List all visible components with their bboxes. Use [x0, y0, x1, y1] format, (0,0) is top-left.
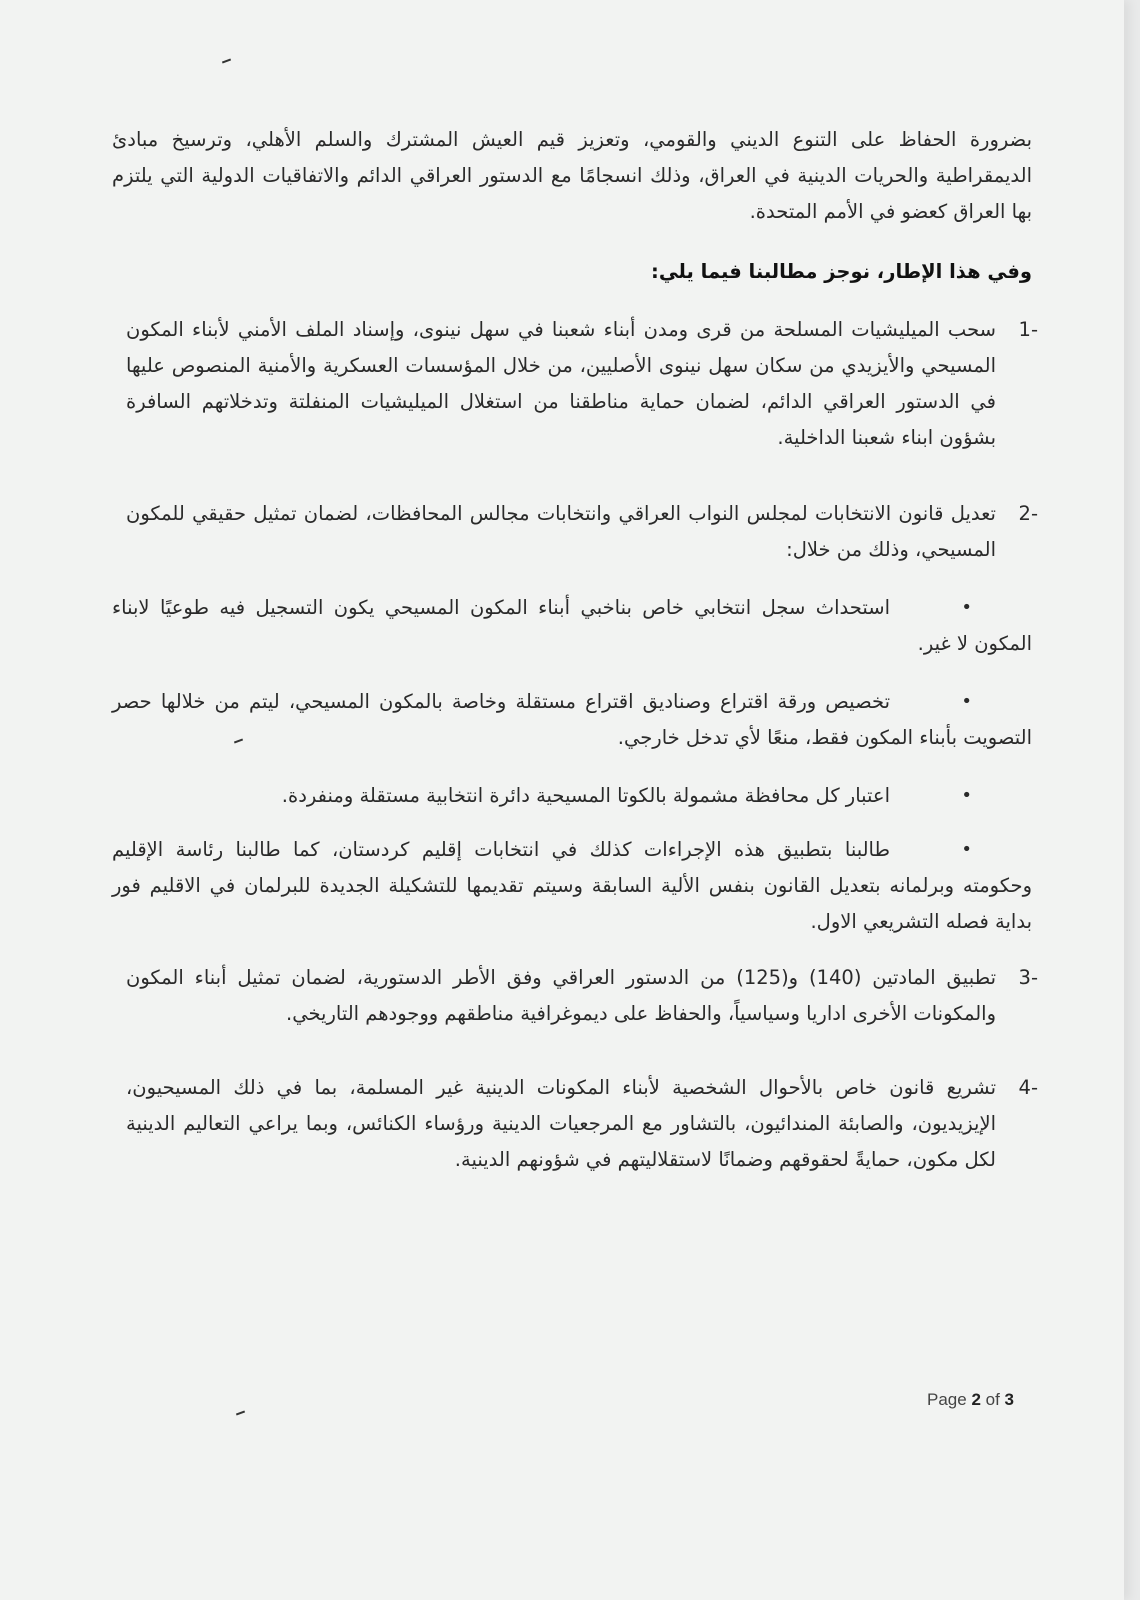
- item-number: -3: [1018, 966, 1038, 989]
- demand-item-1: [126, 312, 1038, 456]
- bullet-item: [112, 684, 1032, 756]
- bullet-icon: •: [961, 597, 972, 618]
- demand-item-3: [126, 960, 1038, 1032]
- item-text: تطبيق المادتين (140) و(125) من الدستور العراقي وفق الأطر الدستورية، لضمان تمثيل أبناء المكون والمكونات الأخرى اداريا وسياسياً، والحفاظ على ديموغرافية مناطقهم ووجودهم التاريخي.: [126, 966, 996, 1025]
- page-total: 3: [1004, 1390, 1014, 1409]
- bullet-icon: •: [961, 839, 972, 860]
- demand-item-2: [126, 496, 1038, 568]
- bullet-text: تخصيص ورقة اقتراع وصناديق اقتراع مستقلة وخاصة بالمكون المسيحي، ليتم من خلالها حصر التصويت بأبناء المكون فقط، منعًا لأي تدخل خارجي.: [112, 690, 1032, 749]
- bullet-text: طالبنا بتطبيق هذه الإجراءات كذلك في انتخابات إقليم كردستان، كما طالبنا رئاسة الإقليم وحكومته وبرلمانه بتعديل القانون بنفس الألية السابقة وسيتم تقديمها للتشكيلة الجديدة للبرلمان في الاقليم فور بداية فصله التشريعي الاول.: [112, 838, 1032, 933]
- page-middle: of: [980, 1390, 1005, 1409]
- item-number: -1: [1018, 318, 1038, 341]
- item-number: -4: [1018, 1076, 1038, 1099]
- bullet-item: [112, 590, 1032, 662]
- page-number: [927, 1390, 1014, 1410]
- bullet-text: استحداث سجل انتخابي خاص بناخبي أبناء المكون المسيحي يكون التسجيل فيه طوعيًا لابناء المكون لا غير.: [112, 596, 1032, 655]
- bullet-item: [112, 832, 1032, 940]
- bullet-text: اعتبار كل محافظة مشمولة بالكوتا المسيحية دائرة انتخابية مستقلة ومنفردة.: [281, 784, 890, 807]
- page-prefix: Page: [927, 1390, 972, 1409]
- item-number: -2: [1018, 502, 1038, 525]
- intro-paragraph: بضرورة الحفاظ على التنوع الديني والقومي، وتعزيز قيم العيش المشترك والسلم الأهلي، وترسيخ مبادئ الديمقراطية والحريات الدينية في العراق، وذلك انسجامًا مع الدستور العراقي الدائم والاتفاقيات الدولية التي يلتزم بها العراق كعضو في الأمم المتحدة.: [112, 128, 1032, 223]
- item-text: تعديل قانون الانتخابات لمجلس النواب العراقي وانتخابات مجالس المحافظات، لضمان تمثيل حقيقي للمكون المسيحي، وذلك من خلال:: [126, 502, 996, 561]
- page-current: 2: [971, 1390, 981, 1409]
- item-text: تشريع قانون خاص بالأحوال الشخصية لأبناء المكونات الدينية غير المسلمة، بما في ذلك المسيحيون، الإيزيديون، والصابئة المندائيون، بالتشاور مع المرجعيات الدينية ورؤساء الكنائس، وبما يراعي التعاليم الدينية لكل مكون، حمايةً لحقوقهم وضمانًا لاستقلاليتهم في شؤونهم الدينية.: [126, 1076, 996, 1171]
- scan-speck: [236, 1411, 245, 1416]
- demands-lead: وفي هذا الإطار، نوجز مطالبنا فيما يلي:: [651, 260, 1032, 283]
- item-text: سحب الميليشيات المسلحة من قرى ومدن أبناء شعبنا في سهل نينوى، وإسناد الملف الأمني لأبناء المكون المسيحي والأيزيدي من سكان سهل نينوى الأصليين، من خلال المؤسسات العسكرية والأمنية المنصوص عليها في الدستور العراقي الدائم، لضمان حماية مناطقنا من استغلال الميليشيات المنفلتة وتدخلاتهم السافرة بشؤون ابناء شعبنا الداخلية.: [126, 318, 996, 449]
- bullet-icon: •: [961, 785, 972, 806]
- bullet-item: [112, 778, 1032, 814]
- scan-speck: [222, 59, 231, 64]
- bullet-icon: •: [961, 691, 972, 712]
- demand-item-4: [126, 1070, 1038, 1178]
